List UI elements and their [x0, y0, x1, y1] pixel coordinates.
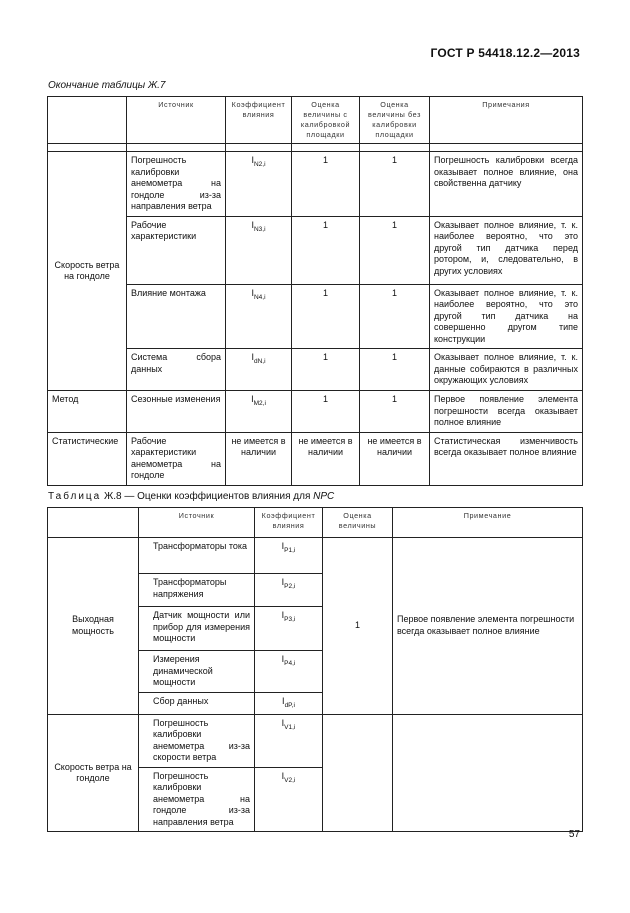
source-cell: Датчик мощности или прибор для измерения мощности: [139, 607, 255, 651]
source-cell: Рабочие характеристики анемометра на гондоле: [127, 432, 226, 485]
table-row: [48, 714, 583, 767]
coef-cell: [226, 152, 292, 217]
coef-symbol: I: [281, 654, 285, 664]
source-cell: Сезонные изменения: [127, 391, 226, 433]
source-cell: Сбор данных: [139, 692, 255, 714]
source-cell: Трансформаторы тока: [139, 538, 255, 574]
without-cal-cell: 1: [360, 152, 430, 217]
category-cell: Статистические: [48, 432, 127, 485]
table2-col-value: Оценка величины: [323, 508, 393, 538]
table1-spacer-row: [48, 144, 583, 152]
table-row: [48, 391, 583, 433]
coef-subscript: M2,i: [253, 399, 266, 407]
without-cal-cell: 1: [360, 391, 430, 433]
category-cell: Скорость ветра на гондоле: [48, 152, 127, 391]
source-cell: Влияние монтажа: [127, 284, 226, 349]
coef-cell: [226, 349, 292, 391]
value-cell-empty: [323, 714, 393, 832]
source-cell: Погрешность калибровки анемометра на гондоле из-за направления ветра: [139, 767, 255, 832]
table1-col-with-cal: Оценка величины с калибровкой площадки: [292, 97, 360, 144]
standard-designation: ГОСТ Р 54418.12.2—2013: [430, 46, 580, 60]
coef-symbol: I: [282, 695, 285, 706]
note-cell: Первое появление элемента погрешности всегда оказывает полное влияние: [393, 538, 583, 715]
coef-symbol: I: [251, 219, 254, 230]
caption-italic: NPC: [313, 491, 335, 502]
coef-symbol: I: [281, 717, 285, 728]
table-row: [48, 349, 583, 391]
table1-caption: Окончание таблицы Ж.7: [48, 80, 166, 91]
source-cell: Погрешность калибровки анемометра на гондоле из-за направления ветра: [127, 152, 226, 217]
coef-cell: [255, 538, 323, 574]
note-cell: Оказывает полное влияние, т. к. наиболее вероятно, что это другой тип датчика на совершенно другом типе конструкции: [430, 284, 583, 349]
value-cell: 1: [323, 538, 393, 715]
coef-cell: [255, 767, 323, 832]
note-cell: Статистическая изменчивость всегда оказывает полное влияние: [430, 432, 583, 485]
with-cal-cell: 1: [292, 349, 360, 391]
table1-col-coef: Коэффициент влияния: [226, 97, 292, 144]
table1-col-notes: Примечания: [430, 97, 583, 144]
with-cal-cell: 1: [292, 284, 360, 349]
coef-symbol: I: [281, 610, 285, 620]
coef-subscript: P4,i: [284, 659, 296, 667]
coef-cell: [255, 574, 323, 607]
without-cal-cell: не имеется в наличии: [360, 432, 430, 485]
coef-symbol: I: [281, 770, 285, 781]
coef-cell: [226, 216, 292, 284]
coef-subscript: P3,i: [284, 615, 296, 623]
table2-col-note: Примечание: [393, 508, 583, 538]
coef-subscript: N3,i: [253, 225, 266, 233]
note-cell: Погрешность калибровки всегда оказывает полное влияние, она свойственна датчику: [430, 152, 583, 217]
coef-subscript: P2,i: [284, 582, 296, 590]
coef-cell: [226, 284, 292, 349]
table1-col-without-cal: Оценка величины без калибровки площадки: [360, 97, 430, 144]
with-cal-cell: 1: [292, 152, 360, 217]
note-cell: Оказывает полное влияние, т. к. данные собираются в различных окружающих условиях: [430, 349, 583, 391]
with-cal-cell: 1: [292, 216, 360, 284]
note-cell: Первое появление элемента погрешности всегда оказывает полное влияние: [430, 391, 583, 433]
table2-header-row: [48, 508, 583, 538]
table-row: [48, 432, 583, 485]
coef-cell: [255, 692, 323, 714]
table-row: [48, 284, 583, 349]
note-cell: Оказывает полное влияние, т. к. наиболее вероятно, что это другой тип датчика перед ротором, и, следовательно, в других условиях: [430, 216, 583, 284]
coef-subscript: V1,i: [284, 723, 296, 731]
coef-cell: [255, 607, 323, 651]
table2-col-coef: Коэффициент влияния: [255, 508, 323, 538]
coef-symbol: I: [251, 394, 254, 404]
coef-symbol: I: [251, 155, 254, 165]
coef-subscript: dP,i: [284, 701, 295, 709]
table-row: [48, 538, 583, 574]
source-cell: Трансформаторы напряжения: [139, 574, 255, 607]
without-cal-cell: 1: [360, 216, 430, 284]
without-cal-cell: 1: [360, 349, 430, 391]
caption-text: Ж.8 — Оценки коэффициентов влияния для: [101, 491, 314, 502]
source-cell: Система сбора данных: [127, 349, 226, 391]
page-number: 57: [568, 829, 580, 840]
coef-symbol: I: [251, 287, 254, 298]
table2-caption: [48, 491, 334, 502]
coef-cell: не имеется в наличии: [226, 432, 292, 485]
coef-symbol: I: [281, 541, 285, 551]
source-cell: Погрешность калибровки анемометра из-за скорости ветра: [139, 714, 255, 767]
source-cell: Измерения динамической мощности: [139, 651, 255, 693]
source-cell: Рабочие характеристики: [127, 216, 226, 284]
category-cell: Метод: [48, 391, 127, 433]
table1-col-source: Источник: [127, 97, 226, 144]
with-cal-cell: не имеется в наличии: [292, 432, 360, 485]
table-row: [48, 216, 583, 284]
table-zh7-end: [47, 96, 583, 486]
category-cell: Скорость ветра на гондоле: [48, 714, 139, 832]
with-cal-cell: 1: [292, 391, 360, 433]
coef-subscript: V2,i: [284, 776, 296, 784]
coef-cell: [255, 714, 323, 767]
note-cell-empty: [393, 714, 583, 832]
coef-subscript: N4,i: [253, 293, 266, 301]
table1-header-row: [48, 97, 583, 144]
coef-symbol: I: [281, 577, 285, 587]
coef-cell: [226, 391, 292, 433]
coef-symbol: I: [251, 352, 254, 362]
coef-subscript: P1,i: [284, 546, 296, 554]
coef-cell: [255, 651, 323, 693]
without-cal-cell: 1: [360, 284, 430, 349]
coef-subscript: dN,i: [253, 357, 266, 365]
coef-subscript: N2,i: [253, 160, 266, 168]
caption-prefix: Таблица: [48, 491, 102, 502]
category-cell: Выходная мощность: [48, 538, 139, 715]
table2-col-source: Источник: [139, 508, 255, 538]
table-zh8: [47, 507, 583, 832]
table-row: [48, 152, 583, 217]
